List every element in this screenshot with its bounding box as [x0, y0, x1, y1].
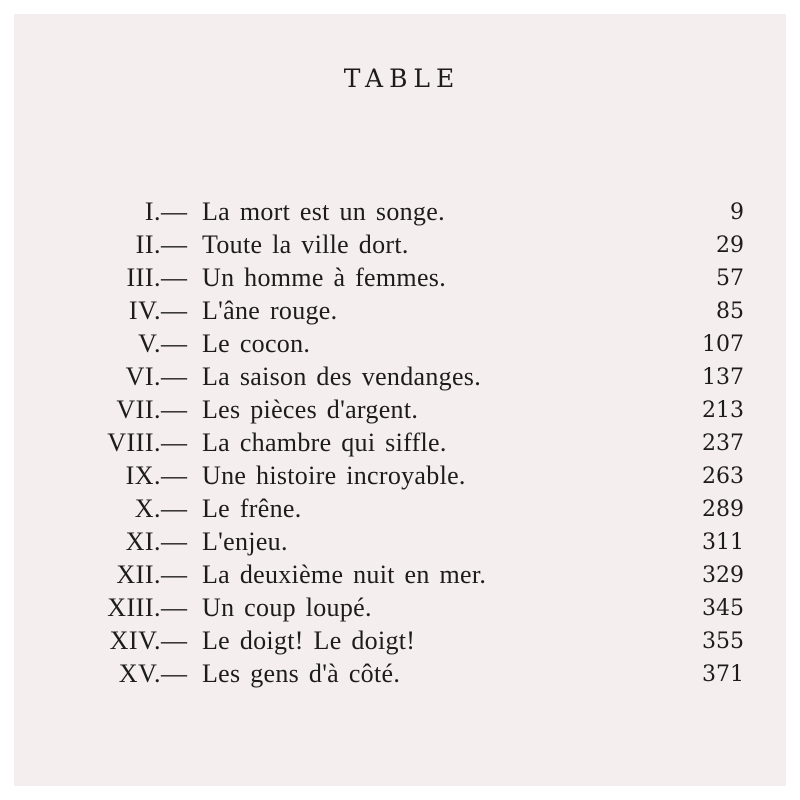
chapter-dash: — [161, 461, 187, 490]
chapter-dash: — [161, 527, 187, 556]
chapter-title: L'enjeu. [202, 527, 288, 556]
chapter-number: I. [144, 197, 161, 226]
chapter-dash: — [161, 263, 187, 292]
chapter-number: XIV. [109, 626, 161, 655]
toc-entry [14, 494, 786, 527]
chapter-page-number: 57 [716, 266, 744, 291]
toc-entry [14, 263, 786, 296]
chapter-title: Le cocon. [202, 329, 311, 358]
page-title: TABLE [343, 64, 461, 93]
chapter-page-number: 107 [702, 332, 744, 357]
chapter-title: Le frêne. [202, 494, 302, 523]
toc-entry [14, 329, 786, 362]
chapter-title: La saison des vendanges. [202, 362, 482, 391]
chapter-page-number: 289 [702, 497, 744, 522]
chapter-title: Le doigt! Le doigt! [202, 626, 416, 655]
toc-entry [14, 230, 786, 263]
toc-entry [14, 395, 786, 428]
chapter-title: La mort est un songe. [202, 197, 445, 226]
chapter-dash: — [161, 197, 187, 226]
book-page [14, 14, 786, 786]
chapter-number: IV. [128, 296, 161, 325]
chapter-title: Les pièces d'argent. [202, 395, 419, 424]
toc-entry [14, 593, 786, 626]
toc-entry [14, 659, 786, 692]
chapter-page-number: 85 [716, 299, 744, 324]
chapter-page-number: 137 [702, 365, 744, 390]
chapter-number: VI. [125, 362, 161, 391]
chapter-dash: — [161, 296, 187, 325]
chapter-dash: — [161, 593, 187, 622]
chapter-title: L'âne rouge. [202, 296, 338, 325]
chapter-page-number: 345 [702, 596, 744, 621]
table-of-contents [14, 197, 786, 692]
chapter-title: La deuxième nuit en mer. [202, 560, 487, 589]
chapter-number: XII. [116, 560, 161, 589]
chapter-number: X. [134, 494, 161, 523]
chapter-number: II. [135, 230, 161, 259]
chapter-dash: — [161, 362, 187, 391]
chapter-number: VII. [116, 395, 161, 424]
toc-entry [14, 560, 786, 593]
chapter-title: Les gens d'à côté. [202, 659, 401, 688]
chapter-page-number: 311 [702, 530, 744, 555]
toc-entry [14, 362, 786, 395]
toc-entry [14, 527, 786, 560]
chapter-number: XI. [125, 527, 161, 556]
chapter-dash: — [161, 230, 187, 259]
chapter-title: Un homme à femmes. [202, 263, 447, 292]
chapter-number: VIII. [107, 428, 161, 457]
toc-entry [14, 626, 786, 659]
chapter-title: Une histoire incroyable. [202, 461, 466, 490]
chapter-page-number: 29 [716, 233, 744, 258]
chapter-dash: — [161, 428, 187, 457]
toc-entry [14, 197, 786, 230]
toc-entry [14, 461, 786, 494]
chapter-page-number: 237 [702, 431, 744, 456]
toc-entry [14, 428, 786, 461]
chapter-dash: — [161, 395, 187, 424]
chapter-dash: — [161, 560, 187, 589]
chapter-number: XIII. [107, 593, 161, 622]
chapter-number: IX. [125, 461, 161, 490]
chapter-title: La chambre qui siffle. [202, 428, 447, 457]
chapter-title: Toute la ville dort. [202, 230, 409, 259]
chapter-page-number: 263 [702, 464, 744, 489]
chapter-page-number: 329 [702, 563, 744, 588]
chapter-dash: — [161, 494, 187, 523]
chapter-page-number: 371 [702, 662, 744, 687]
toc-entry [14, 296, 786, 329]
chapter-page-number: 355 [702, 629, 744, 654]
chapter-page-number: 213 [702, 398, 744, 423]
chapter-dash: — [161, 626, 187, 655]
chapter-page-number: 9 [730, 200, 744, 225]
chapter-dash: — [161, 659, 187, 688]
chapter-number: XV. [118, 659, 161, 688]
chapter-number: III. [126, 263, 161, 292]
chapter-dash: — [161, 329, 187, 358]
chapter-title: Un coup loupé. [202, 593, 372, 622]
chapter-number: V. [138, 329, 161, 358]
